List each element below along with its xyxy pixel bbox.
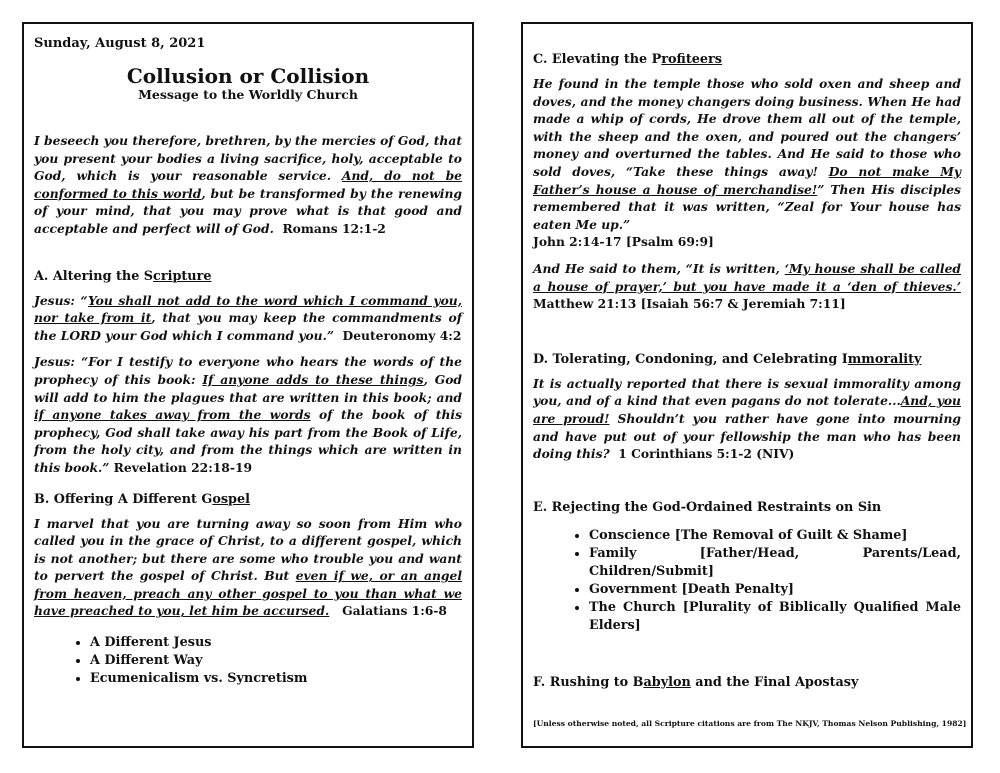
a1-text-2: , that you may keep the commandments of the LORD your God which I command you.” (34, 310, 462, 343)
a1-text-1: Jesus: “ (34, 292, 88, 308)
c1-text-1: He found in the temple those who sold oxen and sheep and doves, and the money changers doing business. When He had made a whip of cords, He drove them all out of the temple, with the sheep and the oxen, and poured out the changers’ money and overturned the tables. And He said to those who sold doves, “Take these things away! (533, 76, 961, 179)
a1-underlined: You shall not add to the word which I command you, nor take from it (34, 292, 462, 326)
list-item: • A Different Way (90, 652, 462, 670)
section-a-underline: cripture (153, 268, 212, 284)
c1-reference: John 2:14-17 [Psalm 69:9] (533, 234, 714, 250)
c2-underlined: ‘My house shall be called a house of prayer,’ but you have made it a ‘den of thieves.’ (533, 260, 961, 294)
section-e-heading: E. Rejecting the God-Ordained Restraints on Sin (533, 499, 882, 515)
intro-scripture (34, 132, 462, 238)
b1-text-1: I marvel that you are turning away so soon from Him who called you in the grace of Christ, to a different gospel, which is not another; but there are some who trouble you and want to pervert the gospel of Christ. But (34, 515, 462, 584)
section-c-heading (533, 52, 961, 67)
a1-reference: Deuteronomy 4:2 (342, 327, 462, 343)
section-c-prefix: C. Elevating the P (533, 52, 662, 67)
d1-reference: 1 Corinthians 5:1-2 (NIV) (618, 446, 795, 462)
section-c-quote-2 (533, 260, 961, 313)
list-item: • Family [Father/Head, Parents/Lead, Children/Submit] (589, 545, 961, 581)
intro-reference: Romans 12:1-2 (282, 220, 386, 236)
section-b-bullets (34, 634, 462, 688)
intro-text-1: I beseech you therefore, brethren, by the mercies of God, that you present your bodies a living sacrifice, holy, acceptable to God, which is your reasonable service. (34, 133, 462, 184)
a2-reference: Revelation 22:18-19 (113, 459, 253, 475)
section-f-suffix: and the Final Apostasy (690, 674, 859, 690)
c1-text-2: ” Then His disciples remembered that it was written, “Zeal for Your house has eaten Me up.” (533, 181, 961, 232)
scripture-footnote: [Unless otherwise noted, all Scripture citations are from The NKJV, Thomas Nelson Publishing, 1982] (533, 719, 967, 728)
section-b-quote (34, 515, 462, 621)
list-item: • Government [Death Penalty] (589, 581, 961, 599)
list-item: • A Different Jesus (90, 634, 462, 652)
section-d-quote (533, 375, 961, 463)
list-item: • The Church [Plurality of Biblically Qualified Male Elders] (589, 599, 961, 635)
right-page (521, 22, 973, 748)
section-a-prefix: A. Altering the S (34, 268, 154, 284)
intro-underlined: And, do not be conformed to this world (34, 168, 462, 201)
a2-text-3: of the book of this prophecy, God shall take away his part from the Book of Life, from the holy city, and from the things which are written in this book.” (34, 407, 462, 475)
section-f-heading (533, 675, 961, 690)
a2-text-1: Jesus: “For I testify to everyone who hears the words of the prophecy of this book: (34, 354, 462, 387)
intro-text-2: , but be transformed by the renewing of your mind, that you may prove what is that good and acceptable and perfect will of God. (34, 185, 462, 236)
section-d-prefix: D. Tolerating, Condoning, and Celebrating I (533, 351, 848, 367)
section-d-heading (533, 352, 961, 367)
sermon-subtitle: Message to the Worldly Church (138, 87, 358, 102)
section-c-quote-1 (533, 75, 961, 251)
a2-text-2: , God will add to him the plagues that are written in this book; and (34, 371, 462, 405)
sermon-date: Sunday, August 8, 2021 (34, 36, 206, 51)
section-a-quote-1 (34, 292, 462, 345)
section-a-quote-2 (34, 353, 462, 476)
d1-underlined: And, you are proud! (533, 393, 961, 426)
section-c-underline: rofiteers (661, 52, 723, 67)
section-b-heading (34, 492, 462, 507)
sermon-title: Collusion or Collision (126, 64, 370, 88)
b1-reference: Galatians 1:6-8 (342, 603, 447, 619)
c2-text-1: And He said to them, “It is written, (533, 260, 785, 276)
d1-text-1: It is actually reported that there is sexual immorality among you, and of a kind that even pagans do not tolerate... (533, 375, 961, 409)
section-b-prefix: B. Offering A Different G (34, 491, 213, 507)
section-d-underline: mmorality (847, 351, 922, 367)
section-f-underline: abylon (643, 674, 691, 690)
section-e-bullets (533, 527, 961, 635)
section-f-prefix: F. Rushing to B (533, 674, 644, 690)
b1-underlined: even if we, or an angel from heaven, preach any other gospel to you than what we have preached to you, let him be accursed. (34, 568, 463, 619)
a2-underlined-1: If anyone adds to these things (202, 371, 424, 387)
section-b-underline: ospel (212, 491, 251, 507)
section-a-heading (34, 269, 462, 284)
list-item: • Conscience [The Removal of Guilt & Shame] (589, 527, 961, 545)
left-page (22, 22, 474, 748)
list-item: • Ecumenicalism vs. Syncretism (90, 670, 462, 688)
c2-reference: Matthew 21:13 [Isaiah 56:7 & Jeremiah 7:11] (533, 296, 846, 312)
c1-underlined: Do not make My Father’s house a house of merchandise! (533, 163, 961, 197)
a2-underlined-2: if anyone takes away from the words (34, 407, 311, 423)
d1-text-2: Shouldn’t you rather have gone into mourning and have put out of your fellowship the man who has been doing this? (533, 410, 961, 462)
